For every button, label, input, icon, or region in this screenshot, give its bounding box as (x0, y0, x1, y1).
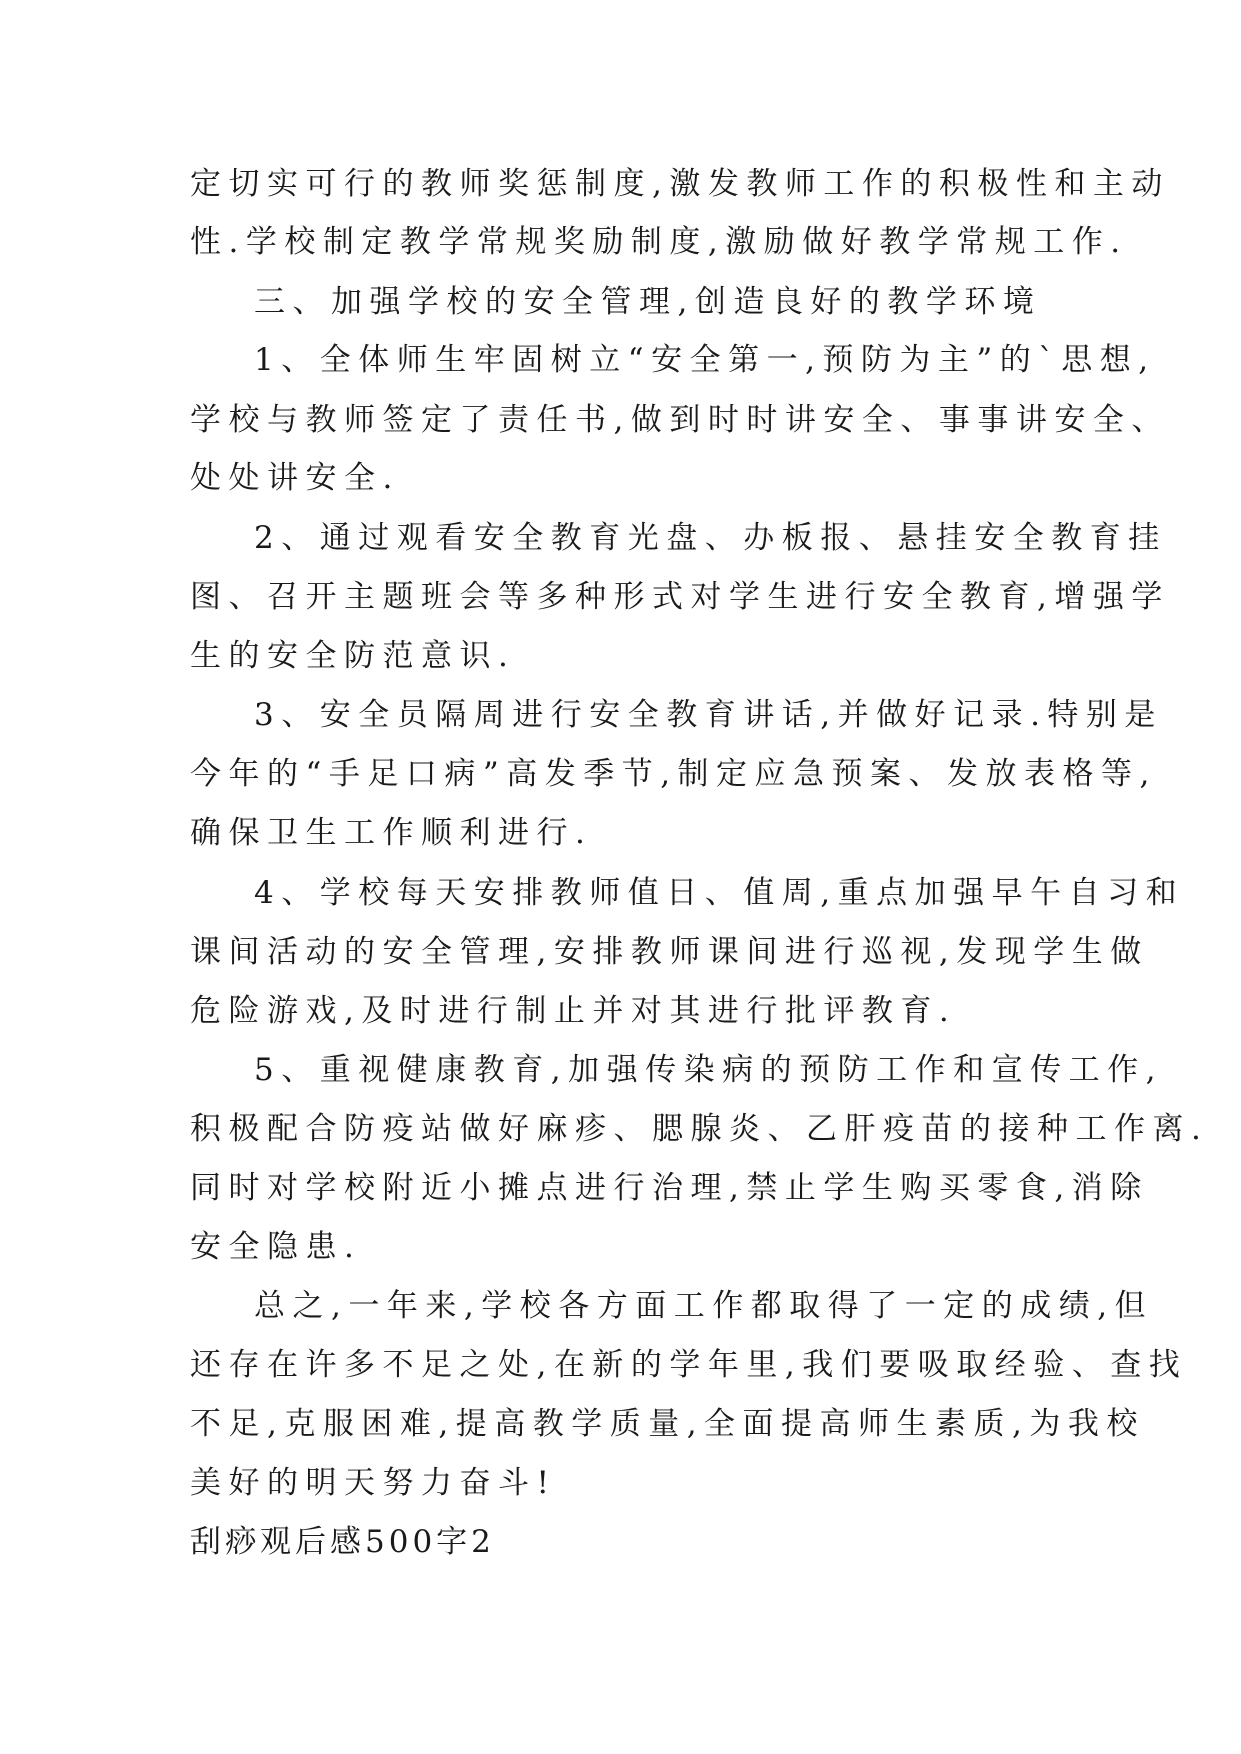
paragraph-line: 图、召开主题班会等多种形式对学生进行安全教育,增强学 (190, 579, 1170, 615)
paragraph-line: 美好的明天努力奋斗! (190, 1465, 557, 1501)
paragraph-line: 不足,克服困难,提高教学质量,全面提高师生素质,为我校 (190, 1406, 1145, 1442)
paragraph-line: 性.学校制定教学常规奖励制度,激励做好教学常规工作. (190, 224, 1128, 260)
paragraph-line: 确保卫生工作顺利进行. (190, 815, 593, 851)
paragraph-line: 总之,一年来,学校各方面工作都取得了一定的成绩,但 (254, 1288, 1154, 1324)
paragraph-line: 同时对学校附近小摊点进行治理,禁止学生购买零食,消除 (190, 1170, 1149, 1206)
paragraph-line: 处处讲安全. (190, 460, 400, 496)
next-article-title: 刮痧观后感500字2 (190, 1524, 495, 1560)
paragraph-line: 今年的“手足口病”高发季节,制定应急预案、发放表格等, (190, 756, 1157, 792)
paragraph-line: 1、全体师生牢固树立“安全第一,预防为主”的`思想, (254, 342, 1156, 378)
paragraph-line: 定切实可行的教师奖惩制度,激发教师工作的积极性和主动 (190, 166, 1170, 202)
section-heading: 三、加强学校的安全管理,创造良好的教学环境 (254, 284, 1042, 320)
paragraph-line: 学校与教师签定了责任书,做到时时讲安全、事事讲安全、 (190, 402, 1170, 438)
paragraph-line: 危险游戏,及时进行制止并对其进行批评教育. (190, 993, 957, 1029)
paragraph-line: 课间活动的安全管理,安排教师课间进行巡视,发现学生做 (190, 934, 1149, 970)
paragraph-line: 3、安全员隔周进行安全教育讲话,并做好记录.特别是 (254, 697, 1163, 733)
paragraph-line: 积极配合防疫站做好麻疹、腮腺炎、乙肝疫苗的接种工作离. (190, 1111, 1209, 1147)
paragraph-line: 2、通过观看安全教育光盘、办板报、悬挂安全教育挂 (254, 520, 1167, 556)
paragraph-line: 4、学校每天安排教师值日、值周,重点加强早午自习和 (254, 875, 1185, 911)
paragraph-line: 生的安全防范意识. (190, 638, 516, 674)
paragraph-line: 还存在许多不足之处,在新的学年里,我们要吸取经验、查找 (190, 1347, 1188, 1383)
paragraph-line: 安全隐患. (190, 1229, 362, 1265)
paragraph-line: 5、重视健康教育,加强传染病的预防工作和宣传工作, (254, 1052, 1163, 1088)
